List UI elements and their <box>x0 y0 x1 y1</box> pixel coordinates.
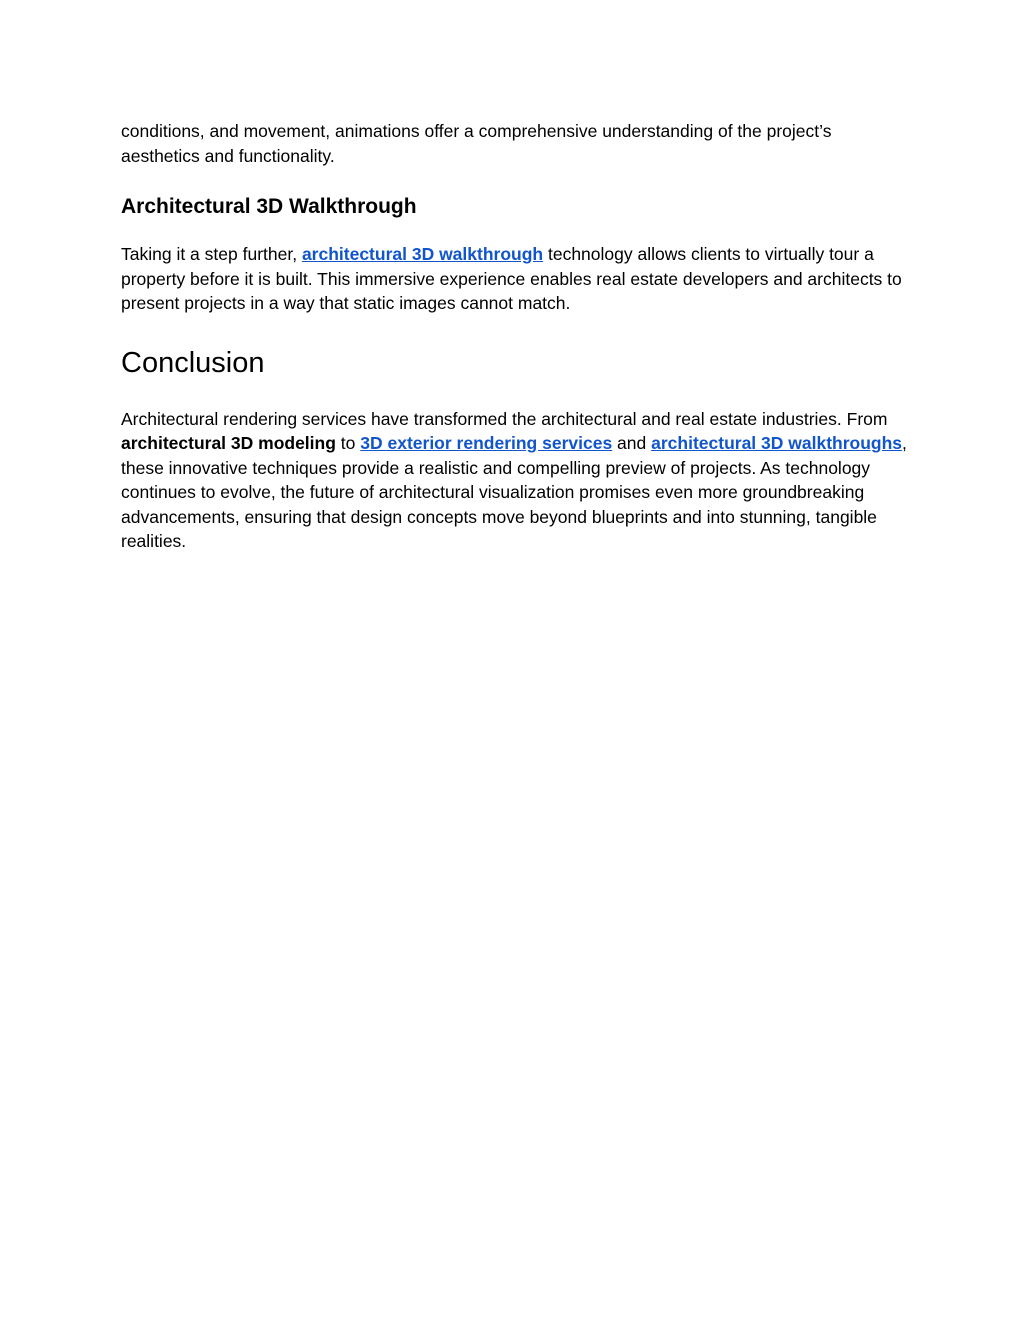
conclusion-text-2: to <box>335 433 361 453</box>
conclusion-text-3: and <box>612 433 652 453</box>
walkthrough-paragraph <box>121 242 911 316</box>
walkthrough-heading: Architectural 3D Walkthrough <box>121 195 417 218</box>
conclusion-heading: Conclusion <box>121 346 265 379</box>
conclusion-bold-modeling: architectural 3D modeling <box>121 433 336 453</box>
walkthroughs-link[interactable]: architectural 3D walkthroughs <box>651 433 903 453</box>
intro-paragraph <box>121 119 911 168</box>
walkthrough-text-after: technology allows clients to virtually tour a property before it is built. This immersive experience enables real estate developers and architects to present projects in a way that static images cannot match. <box>121 244 902 313</box>
walkthrough-link[interactable]: architectural 3D walkthrough <box>301 244 544 264</box>
document-body <box>121 119 911 554</box>
conclusion-paragraph <box>121 407 911 554</box>
conclusion-text-4: , these innovative techniques provide a realistic and compelling preview of projects. As technology continues to evolve, the future of architectural visualization promises even more groundbreaking advancements, ensuring that design concepts move beyond blueprints and into stunning, tangible realities. <box>121 433 907 551</box>
conclusion-text-1: Architectural rendering services have transformed the architectural and real estate industries. From <box>121 408 888 429</box>
walkthrough-text-before: Taking it a step further, <box>121 244 302 264</box>
exterior-rendering-link[interactable]: 3D exterior rendering services <box>360 433 613 453</box>
intro-text: conditions, and movement, animations offer a comprehensive understanding of the project’s aesthetics and functionality. <box>121 121 832 166</box>
